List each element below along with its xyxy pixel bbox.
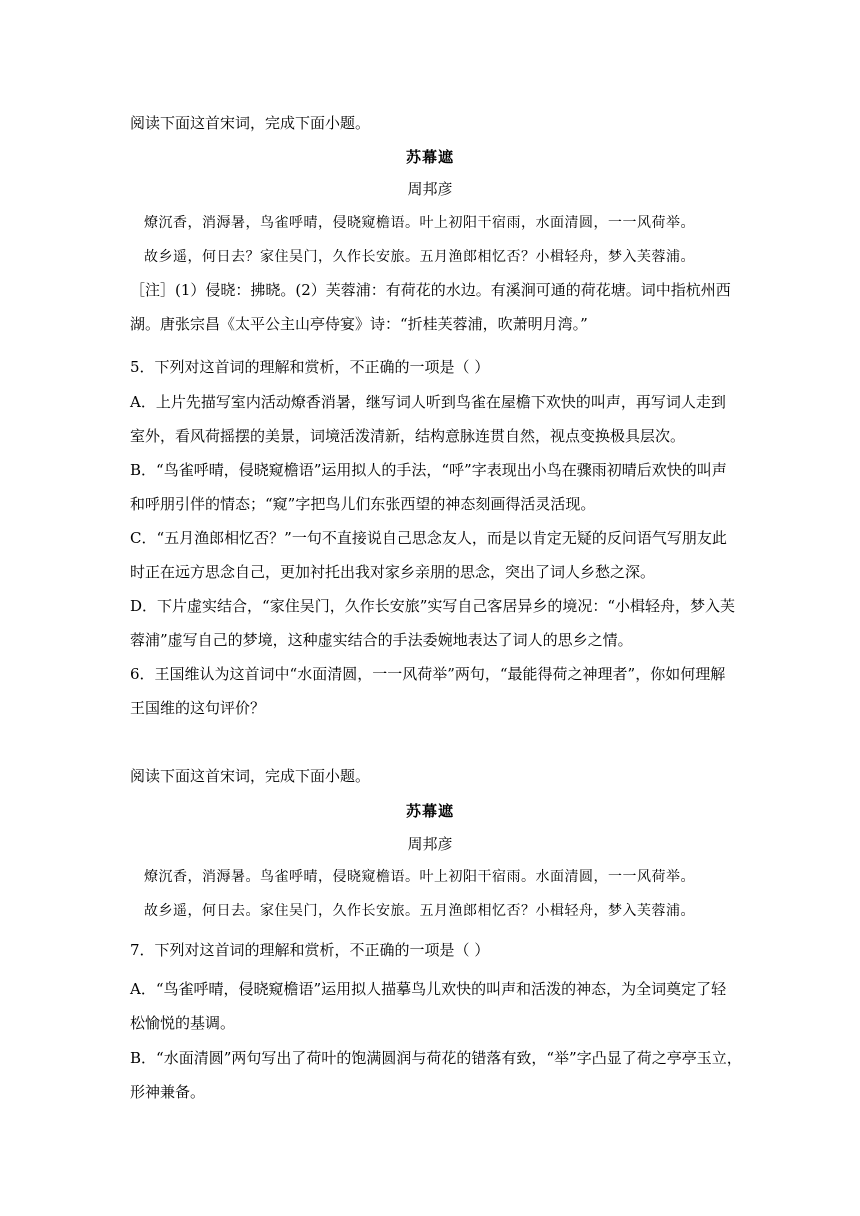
option-a-continued: 室外，看风荷摇摆的美景，词境活泼清新，结构意脉连贯自然，视点变换极具层次。	[130, 427, 686, 445]
annotation-note: 湖。唐张宗昌《太平公主山亭侍宴》诗：“折桂芙蓉浦，吹萧明月湾。”	[130, 315, 588, 333]
option-b: B．“鸟雀呼晴，侵晓窥檐语”运用拟人的手法，“呼”字表现出小鸟在骤雨初晴后欢快的叫声	[130, 461, 727, 479]
question-5: 5．下列对这首词的理解和赏析，不正确的一项是（ ）	[130, 358, 490, 376]
reading-instruction: 阅读下面这首宋词，完成下面小题。	[130, 767, 371, 785]
option-c: C．“五月渔郎相忆否？”一句不直接说自己思念友人，而是以肯定无疑的反问语气写朋友此	[130, 529, 727, 547]
poem-title: 苏幕遮	[405, 148, 454, 166]
option-d-continued: 蓉浦”虚写自己的梦境，这种虚实结合的手法委婉地表达了词人的思乡之情。	[130, 631, 633, 649]
option-a: A．“鸟雀呼晴，侵晓窥檐语”运用拟人描摹鸟儿欢快的叫声和活泼的神态，为全词奠定了轻	[130, 980, 727, 998]
question-7: 7．下列对这首词的理解和赏析，不正确的一项是（ ）	[130, 941, 490, 959]
option-b: B．“水面清圆”两句写出了荷叶的饱满圆润与荷花的错落有致，“举”字凸显了荷之亭亭玉立，	[130, 1049, 742, 1067]
poem-line: 故乡遥，何日去？家住吴门，久作长安旅。五月渔郎相忆否？小楫轻舟，梦入芙蓉浦。	[144, 249, 695, 265]
poem-author: 周邦彦	[407, 180, 453, 198]
question-6-continued: 王国维的这句评价？	[130, 699, 266, 717]
option-c-continued: 时正在远方思念自己，更加衬托出我对家乡亲朋的思念，突出了词人乡愁之深。	[130, 563, 656, 581]
annotation-note: ［注］(1）侵晓：拂晓。(2）芙蓉浦：有荷花的水边。有溪涧可通的荷花塘。词中指杭州西	[130, 281, 731, 299]
poem-author: 周邦彦	[407, 835, 453, 853]
reading-instruction: 阅读下面这首宋词，完成下面小题。	[130, 114, 371, 132]
option-b-continued: 形神兼备。	[130, 1083, 206, 1101]
poem-line: 燎沉香，消溽暑，鸟雀呼晴，侵晓窥檐语。叶上初阳干宿雨，水面清圆，一一风荷举。	[144, 215, 695, 231]
option-b-continued: 和呼朋引伴的情态；“窥”字把鸟儿们东张西望的神态刻画得活灵活现。	[130, 495, 596, 513]
option-a: A．上片先描写室内活动燎香消暑，继写词人听到鸟雀在屋檐下欢快的叫声，再写词人走到	[130, 393, 726, 411]
poem-line: 故乡遥，何日去。家住吴门，久作长安旅。五月渔郎相忆否？小楫轻舟，梦入芙蓉浦。	[144, 903, 695, 919]
poem-line: 燎沉香，消溽暑。鸟雀呼晴，侵晓窥檐语。叶上初阳干宿雨。水面清圆，一一风荷举。	[144, 869, 695, 885]
option-a-continued: 松愉悦的基调。	[130, 1014, 236, 1032]
poem-title: 苏幕遮	[405, 802, 454, 820]
option-d: D．下片虚实结合，“家住吴门，久作长安旅”实写自己客居异乡的境况：“小楫轻舟，梦入芙	[130, 597, 736, 615]
question-6: 6．王国维认为这首词中“水面清圆，一一风荷举”两句，“最能得荷之神理者”，你如何理解	[130, 665, 726, 683]
